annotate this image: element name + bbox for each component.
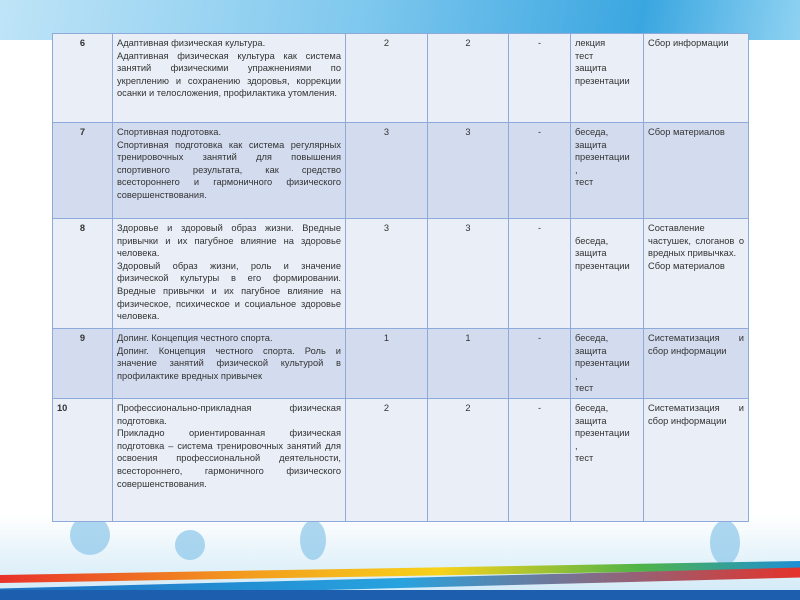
- row-number: 8: [53, 219, 113, 329]
- hours-total-cell: 2: [346, 34, 428, 123]
- control-form-cell: лекция тест защита презентации: [571, 34, 644, 123]
- task-cell: Сбор материалов: [644, 123, 749, 219]
- hours-practice-cell: -: [509, 329, 571, 399]
- control-form-cell: беседа, защита презентации , тест: [571, 329, 644, 399]
- curriculum-table: [52, 33, 749, 522]
- stripe: [0, 590, 800, 600]
- athlete-silhouette: [300, 520, 326, 560]
- topic-cell: Здоровье и здоровый образ жизни. Вредные привычки и их пагубное влияние на здоровье человека. Здоровый образ жизни, роль и значение физической культуры в его формировании. Вредные привычки и их пагубное влияние на физическое, психическое и социальное здоровье человека.: [113, 219, 346, 329]
- task-cell: Сбор информации: [644, 34, 749, 123]
- row-number: 7: [53, 123, 113, 219]
- hours-practice-cell: -: [509, 34, 571, 123]
- topic-cell: Спортивная подготовка. Спортивная подготовка как система регулярных тренировочных занятий для повышения спортивного результата, как средство всестороннего и гармоничного физического совершенствования.: [113, 123, 346, 219]
- cyclist-silhouette: [175, 530, 205, 560]
- topic-cell: Профессионально-прикладная физическая подготовка. Прикладно ориентированная физическая подготовка – система тренировочных занятий для освоения профессиональной деятельности, всестороннего, гармоничного физического совершенствования.: [113, 398, 346, 521]
- task-cell: Составление частушек, слоганов о вредных привычках. Сбор материалов: [644, 219, 749, 329]
- task-cell: Систематизация и сбор информации: [644, 329, 749, 399]
- task-cell: Систематизация и сбор информации: [644, 398, 749, 521]
- gymnast-silhouette: [710, 520, 740, 565]
- hours-theory-cell: 1: [428, 329, 509, 399]
- topic-cell: Адаптивная физическая культура. Адаптивная физическая культура как система занятий физическими упражнениями по укреплению и сохранению здоровья, коррекции осанки и телосложения, профилактика утомления.: [113, 34, 346, 123]
- table-row: [53, 219, 749, 329]
- table-row: [53, 123, 749, 219]
- hours-total-cell: 1: [346, 329, 428, 399]
- hours-theory-cell: 2: [428, 398, 509, 521]
- hours-practice-cell: -: [509, 398, 571, 521]
- row-number: 9: [53, 329, 113, 399]
- topic-cell: Допинг. Концепция честного спорта. Допинг. Концепция честного спорта. Роль и значение занятий физической культурой в профилактике вредных привычек: [113, 329, 346, 399]
- hours-practice-cell: -: [509, 219, 571, 329]
- row-number: 6: [53, 34, 113, 123]
- hours-total-cell: 3: [346, 123, 428, 219]
- table-row: [53, 329, 749, 399]
- hours-theory-cell: 3: [428, 219, 509, 329]
- control-form-cell: беседа, защита презентации , тест: [571, 398, 644, 521]
- hours-total-cell: 3: [346, 219, 428, 329]
- control-form-cell: беседа, защита презентации , тест: [571, 123, 644, 219]
- hours-theory-cell: 3: [428, 123, 509, 219]
- row-number: 10: [53, 398, 113, 521]
- hours-theory-cell: 2: [428, 34, 509, 123]
- control-form-cell: беседа, защита презентации: [571, 219, 644, 329]
- table-row: [53, 34, 749, 123]
- hours-practice-cell: -: [509, 123, 571, 219]
- table-row: [53, 398, 749, 521]
- hours-total-cell: 2: [346, 398, 428, 521]
